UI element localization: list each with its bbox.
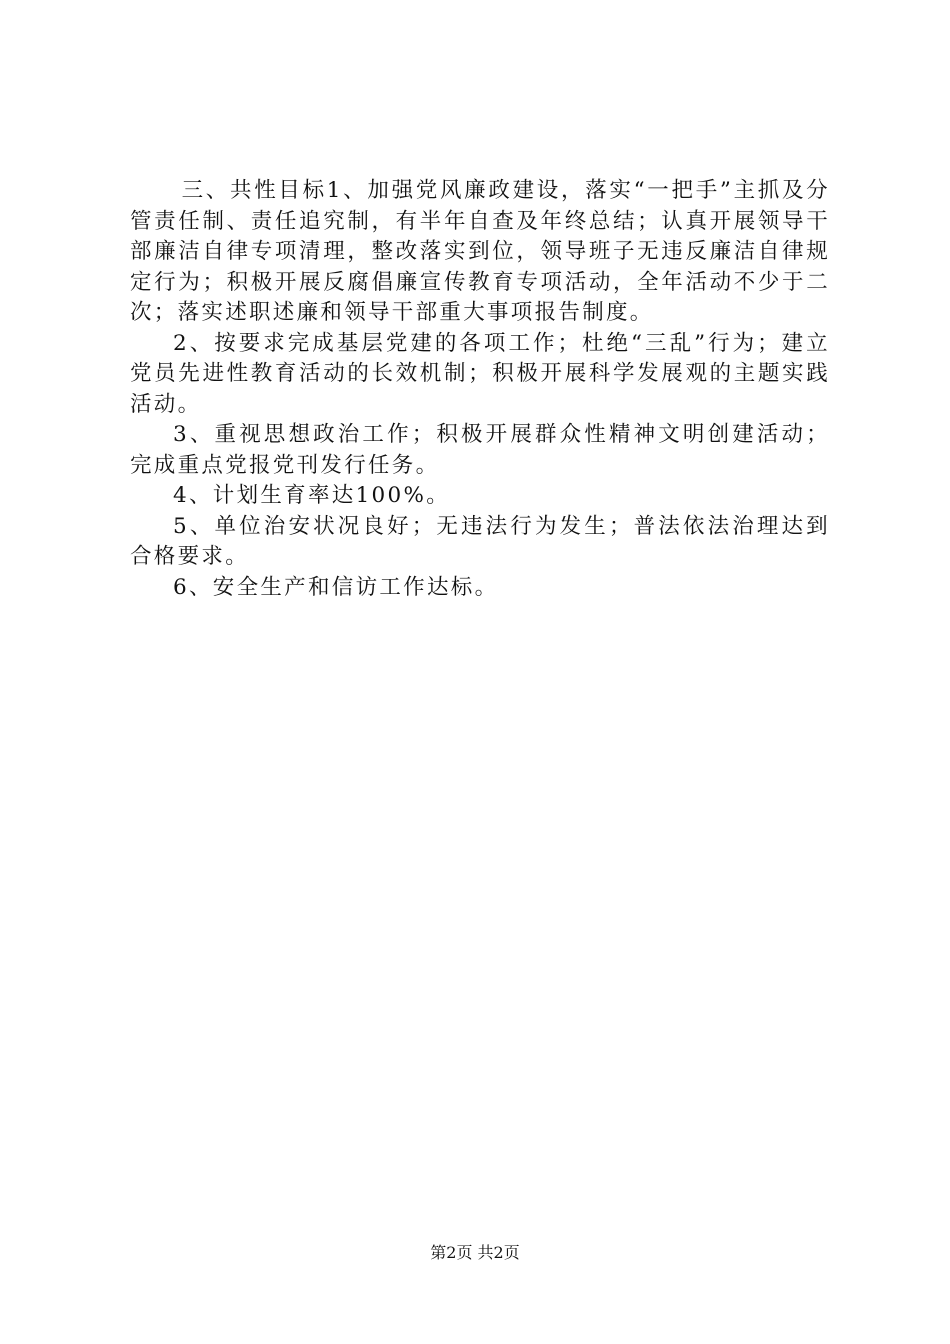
paragraph-item-3: 3、重视思想政治工作；积极开展群众性精神文明创建活动；完成重点党报党刊发行任务。 — [130, 422, 830, 478]
paragraph-common-goals: 三、共性目标1、加强党风廉政建设，落实“一把手”主抓及分管责任制、责任追究制，有半年自查及年终总结；认真开展领导干部廉洁自律专项清理，整改落实到位，领导班子无违反廉洁自律规定行为；积极开展反腐倡廉宣传教育专项活动，全年活动不少于二次；落实述职述廉和领导干部重大事项报告制度。 — [130, 178, 830, 325]
page-number-footer: 第2页 共2页 — [430, 1243, 520, 1262]
document-body — [130, 176, 830, 603]
paragraph-item-4: 4、计划生育率达100%。 — [173, 483, 451, 508]
paragraph-item-2: 2、按要求完成基层党建的各项工作；杜绝“三乱”行为；建立党员先进性教育活动的长效机制；积极开展科学发展观的主题实践活动。 — [130, 330, 830, 417]
paragraph-item-5: 5、单位治安状况良好；无违法行为发生；普法依法治理达到合格要求。 — [130, 513, 830, 569]
paragraph-item-6: 6、安全生产和信访工作达标。 — [173, 574, 499, 600]
